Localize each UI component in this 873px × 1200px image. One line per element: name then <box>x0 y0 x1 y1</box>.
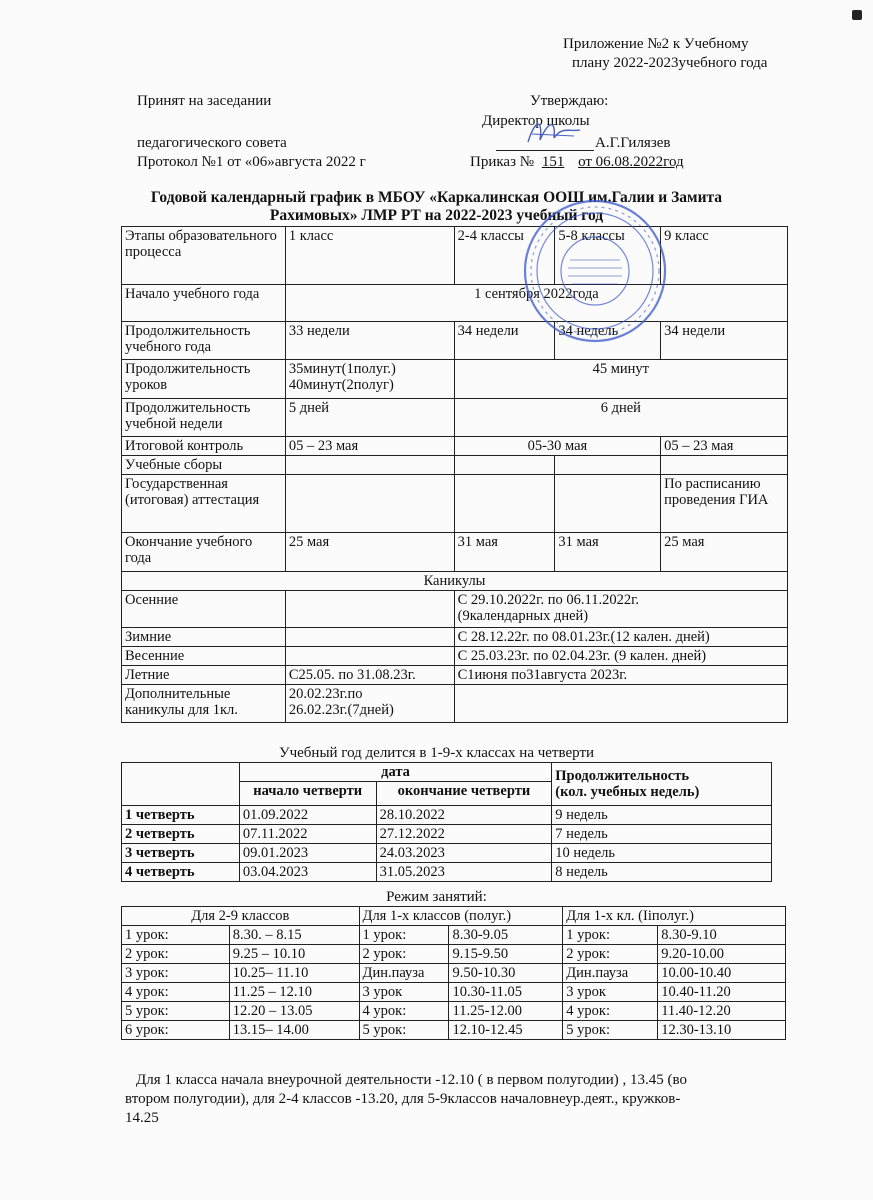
quarter-start: 09.01.2023 <box>239 844 376 863</box>
year-duration-g1: 33 недели <box>285 322 454 360</box>
lesson-time: 10.25– 11.10 <box>229 964 359 983</box>
extra-holidays-to: 26.02.23г.(7дней) <box>288 702 394 718</box>
final-control-g2-8: 05-30 мая <box>454 437 661 456</box>
winter-dates: С 28.12.22г. по 08.01.23г.(12 кален. дней) <box>454 628 787 647</box>
quarter-end: 24.03.2023 <box>376 844 552 863</box>
winter-label: Зимние <box>122 628 286 647</box>
lesson-label: 2 урок: <box>563 945 658 964</box>
summer-other: С1июня по31августа 2023г. <box>454 666 787 685</box>
lesson-label: 3 урок <box>359 983 449 1002</box>
lesson-duration-g1 <box>285 360 454 399</box>
table-row <box>122 456 788 475</box>
lesson-duration-g1-second: 40минут(2полуг) <box>288 377 394 393</box>
extra-holidays-label: Дополнительные каникулы для 1кл. <box>122 685 286 723</box>
start-header: начало четверти <box>239 782 376 806</box>
accepted-line-1: Принят на заседании <box>137 93 272 109</box>
calendar-table <box>121 226 788 723</box>
table-row <box>122 763 772 782</box>
final-control-label: Итоговой контроль <box>122 437 286 456</box>
appendix-line-2: плану 2022-2023учебного года <box>572 55 768 71</box>
quarters-caption: Учебный год делится в 1-9-х классах на четверти <box>278 745 595 761</box>
lesson-label: 5 урок: <box>563 1021 658 1040</box>
lesson-time: 8.30. – 8.15 <box>229 926 359 945</box>
table-row <box>122 1002 786 1021</box>
table-row <box>122 926 786 945</box>
schedule-header-1-first: Для 1-х классов (полуг.) <box>359 907 563 926</box>
quarter-end: 28.10.2022 <box>376 806 552 825</box>
grade-1-header: 1 класс <box>285 227 454 285</box>
quarter-weeks: 10 недель <box>552 844 772 863</box>
order-number: 151 <box>541 154 565 170</box>
lesson-time: 11.25-12.00 <box>449 1002 563 1021</box>
lesson-time: 9.25 – 10.10 <box>229 945 359 964</box>
schedule-table <box>121 906 786 1040</box>
quarter-end: 31.05.2023 <box>376 863 552 882</box>
year-end-g2-4: 31 мая <box>454 533 555 572</box>
schedule-header-1-second: Для 1-х кл. (Iiполуг.) <box>563 907 786 926</box>
lesson-time: 12.30-13.10 <box>658 1021 786 1040</box>
lesson-time: 12.20 – 13.05 <box>229 1002 359 1021</box>
approve-line-2: Директор школы <box>482 113 590 129</box>
accepted-line-2: педагогического совета <box>137 135 287 151</box>
table-row <box>122 945 786 964</box>
lesson-label: 1 урок: <box>122 926 230 945</box>
year-end-g5-8: 31 мая <box>555 533 661 572</box>
lesson-duration-g1-first: 35минут(1полуг.) <box>288 361 396 377</box>
order-date: от 06.08.2022год <box>578 154 684 170</box>
order-prefix: Приказ № <box>470 154 535 170</box>
corner-mark <box>852 10 862 20</box>
autumn-label: Осенние <box>122 591 286 628</box>
table-row <box>122 322 788 360</box>
week-duration-other: 6 дней <box>454 399 787 437</box>
lesson-label: 6 урок: <box>122 1021 230 1040</box>
lesson-label: 5 урок: <box>122 1002 230 1021</box>
quarter-weeks: 7 недель <box>552 825 772 844</box>
table-row <box>122 399 788 437</box>
lesson-duration-other: 45 минут <box>454 360 787 399</box>
schedule-header-2-9: Для 2-9 классов <box>122 907 360 926</box>
table-row <box>122 863 772 882</box>
table-row <box>122 983 786 1002</box>
lesson-time: 9.20-10.00 <box>658 945 786 964</box>
school-stamp <box>520 196 670 346</box>
lesson-label: 4 урок: <box>359 1002 449 1021</box>
quarter-name: 3 четверть <box>122 844 240 863</box>
table-row <box>122 437 788 456</box>
summer-label: Летние <box>122 666 286 685</box>
accepted-line-3: Протокол №1 от «06»августа 2022 г <box>137 154 366 170</box>
grade-9-header: 9 класс <box>661 227 788 285</box>
year-end-g1: 25 мая <box>285 533 454 572</box>
year-duration-g5-8: 34 недель <box>555 322 661 360</box>
week-duration-g1: 5 дней <box>285 399 454 437</box>
lesson-label: Дин.пауза <box>563 964 658 983</box>
quarter-name: 2 четверть <box>122 825 240 844</box>
end-header: окончание четверти <box>376 782 552 806</box>
extra-holidays-g1 <box>285 685 454 723</box>
lesson-time: 9.15-9.50 <box>449 945 563 964</box>
lesson-label: Дин.пауза <box>359 964 449 983</box>
holidays-header: Каникулы <box>122 572 788 591</box>
title-line-1: Годовой календарный график в МБОУ «Каркалинская ООШ им.Галии и Замита <box>150 189 723 206</box>
lesson-label: 1 урок: <box>359 926 449 945</box>
lesson-time: 8.30-9.05 <box>449 926 563 945</box>
table-row <box>122 533 788 572</box>
table-row <box>122 360 788 399</box>
autumn-dates <box>454 591 787 628</box>
year-duration-g9: 34 недели <box>661 322 788 360</box>
table-row <box>122 628 788 647</box>
lesson-time: 13.15– 14.00 <box>229 1021 359 1040</box>
year-end-g9: 25 мая <box>661 533 788 572</box>
stage-header: Этапы образовательного процесса <box>122 227 286 285</box>
year-duration-g2-4: 34 недели <box>454 322 555 360</box>
lesson-label: 4 урок: <box>122 983 230 1002</box>
lesson-time: 9.50-10.30 <box>449 964 563 983</box>
table-row <box>122 844 772 863</box>
footer-line-1: Для 1 класса начала внеурочной деятельности -12.10 ( в первом полугодии) , 13.45 (во <box>136 1072 688 1088</box>
final-control-g1: 05 – 23 мая <box>285 437 454 456</box>
lesson-duration-label: Продолжительность уроков <box>122 360 286 399</box>
approve-line-1: Утверждаю: <box>530 93 609 109</box>
footer-line-3: 14.25 <box>125 1110 159 1126</box>
duration-header-line-2: (кол. учебных недель) <box>555 784 700 800</box>
week-duration-label: Продолжительность учебной недели <box>122 399 286 437</box>
quarter-weeks: 8 недель <box>552 863 772 882</box>
table-row <box>122 572 788 591</box>
duration-header-line-1: Продолжительность <box>555 768 689 784</box>
final-control-g9: 05 – 23 мая <box>661 437 788 456</box>
state-attestation-g9: По расписанию проведения ГИА <box>661 475 788 533</box>
date-header: дата <box>239 763 551 782</box>
extra-holidays-from: 20.02.23г.по <box>288 686 363 702</box>
spring-dates: С 25.03.23г. по 02.04.23г. (9 кален. дней) <box>454 647 787 666</box>
year-start-value: 1 сентября 2022года <box>285 285 787 322</box>
table-row <box>122 806 772 825</box>
quarter-start: 01.09.2022 <box>239 806 376 825</box>
schedule-caption: Режим занятий: <box>386 889 487 905</box>
grade-5-8-header: 5-8 классы <box>555 227 661 285</box>
quarter-name: 1 четверть <box>122 806 240 825</box>
quarter-start: 07.11.2022 <box>239 825 376 844</box>
title-line-2: Рахимовых» ЛМР РТ на 2022-2023 учебный год <box>269 207 604 224</box>
quarter-end: 27.12.2022 <box>376 825 552 844</box>
lesson-time: 12.10-12.45 <box>449 1021 563 1040</box>
lesson-time: 11.25 – 12.10 <box>229 983 359 1002</box>
state-attestation-label: Государственная (итоговая) аттестация <box>122 475 286 533</box>
director-signature <box>518 112 588 152</box>
quarter-name: 4 четверть <box>122 863 240 882</box>
year-end-label: Окончание учебного года <box>122 533 286 572</box>
table-row <box>122 666 788 685</box>
lesson-label: 3 урок: <box>122 964 230 983</box>
table-row <box>122 475 788 533</box>
lesson-time: 10.40-11.20 <box>658 983 786 1002</box>
table-row <box>122 591 788 628</box>
lesson-time: 10.00-10.40 <box>658 964 786 983</box>
autumn-dates-range: С 29.10.2022г. по 06.11.2022г. <box>457 592 640 608</box>
lesson-time: 8.30-9.10 <box>658 926 786 945</box>
table-row <box>122 685 788 723</box>
lesson-time: 10.30-11.05 <box>449 983 563 1002</box>
lesson-label: 1 урок: <box>563 926 658 945</box>
lesson-label: 4 урок: <box>563 1002 658 1021</box>
table-row <box>122 964 786 983</box>
table-row <box>122 1021 786 1040</box>
summer-g1: С25.05. по 31.08.23г. <box>285 666 454 685</box>
appendix-line-1: Приложение №2 к Учебному <box>563 36 749 52</box>
lesson-time: 11.40-12.20 <box>658 1002 786 1021</box>
quarters-table <box>121 762 772 882</box>
table-row <box>122 825 772 844</box>
lesson-label: 2 урок: <box>122 945 230 964</box>
order-line <box>470 154 684 171</box>
training-camp-label: Учебные сборы <box>122 456 286 475</box>
quarter-weeks: 9 недель <box>552 806 772 825</box>
year-duration-label: Продолжительность учебного года <box>122 322 286 360</box>
lesson-label: 5 урок: <box>359 1021 449 1040</box>
table-row <box>122 227 788 285</box>
lesson-label: 2 урок: <box>359 945 449 964</box>
year-start-label: Начало учебного года <box>122 285 286 322</box>
footer-line-2: втором полугодии), для 2-4 классов -13.20, для 5-9классов началовнеур.деят., кружков- <box>125 1091 681 1107</box>
spring-label: Весенние <box>122 647 286 666</box>
lesson-label: 3 урок <box>563 983 658 1002</box>
table-row <box>122 647 788 666</box>
grade-2-4-header: 2-4 классы <box>454 227 555 285</box>
autumn-dates-days: (9календарных дней) <box>457 608 589 624</box>
quarter-start: 03.04.2023 <box>239 863 376 882</box>
duration-header <box>552 763 772 806</box>
table-row <box>122 285 788 322</box>
table-row <box>122 907 786 926</box>
director-name: А.Г.Гилязев <box>595 135 671 151</box>
